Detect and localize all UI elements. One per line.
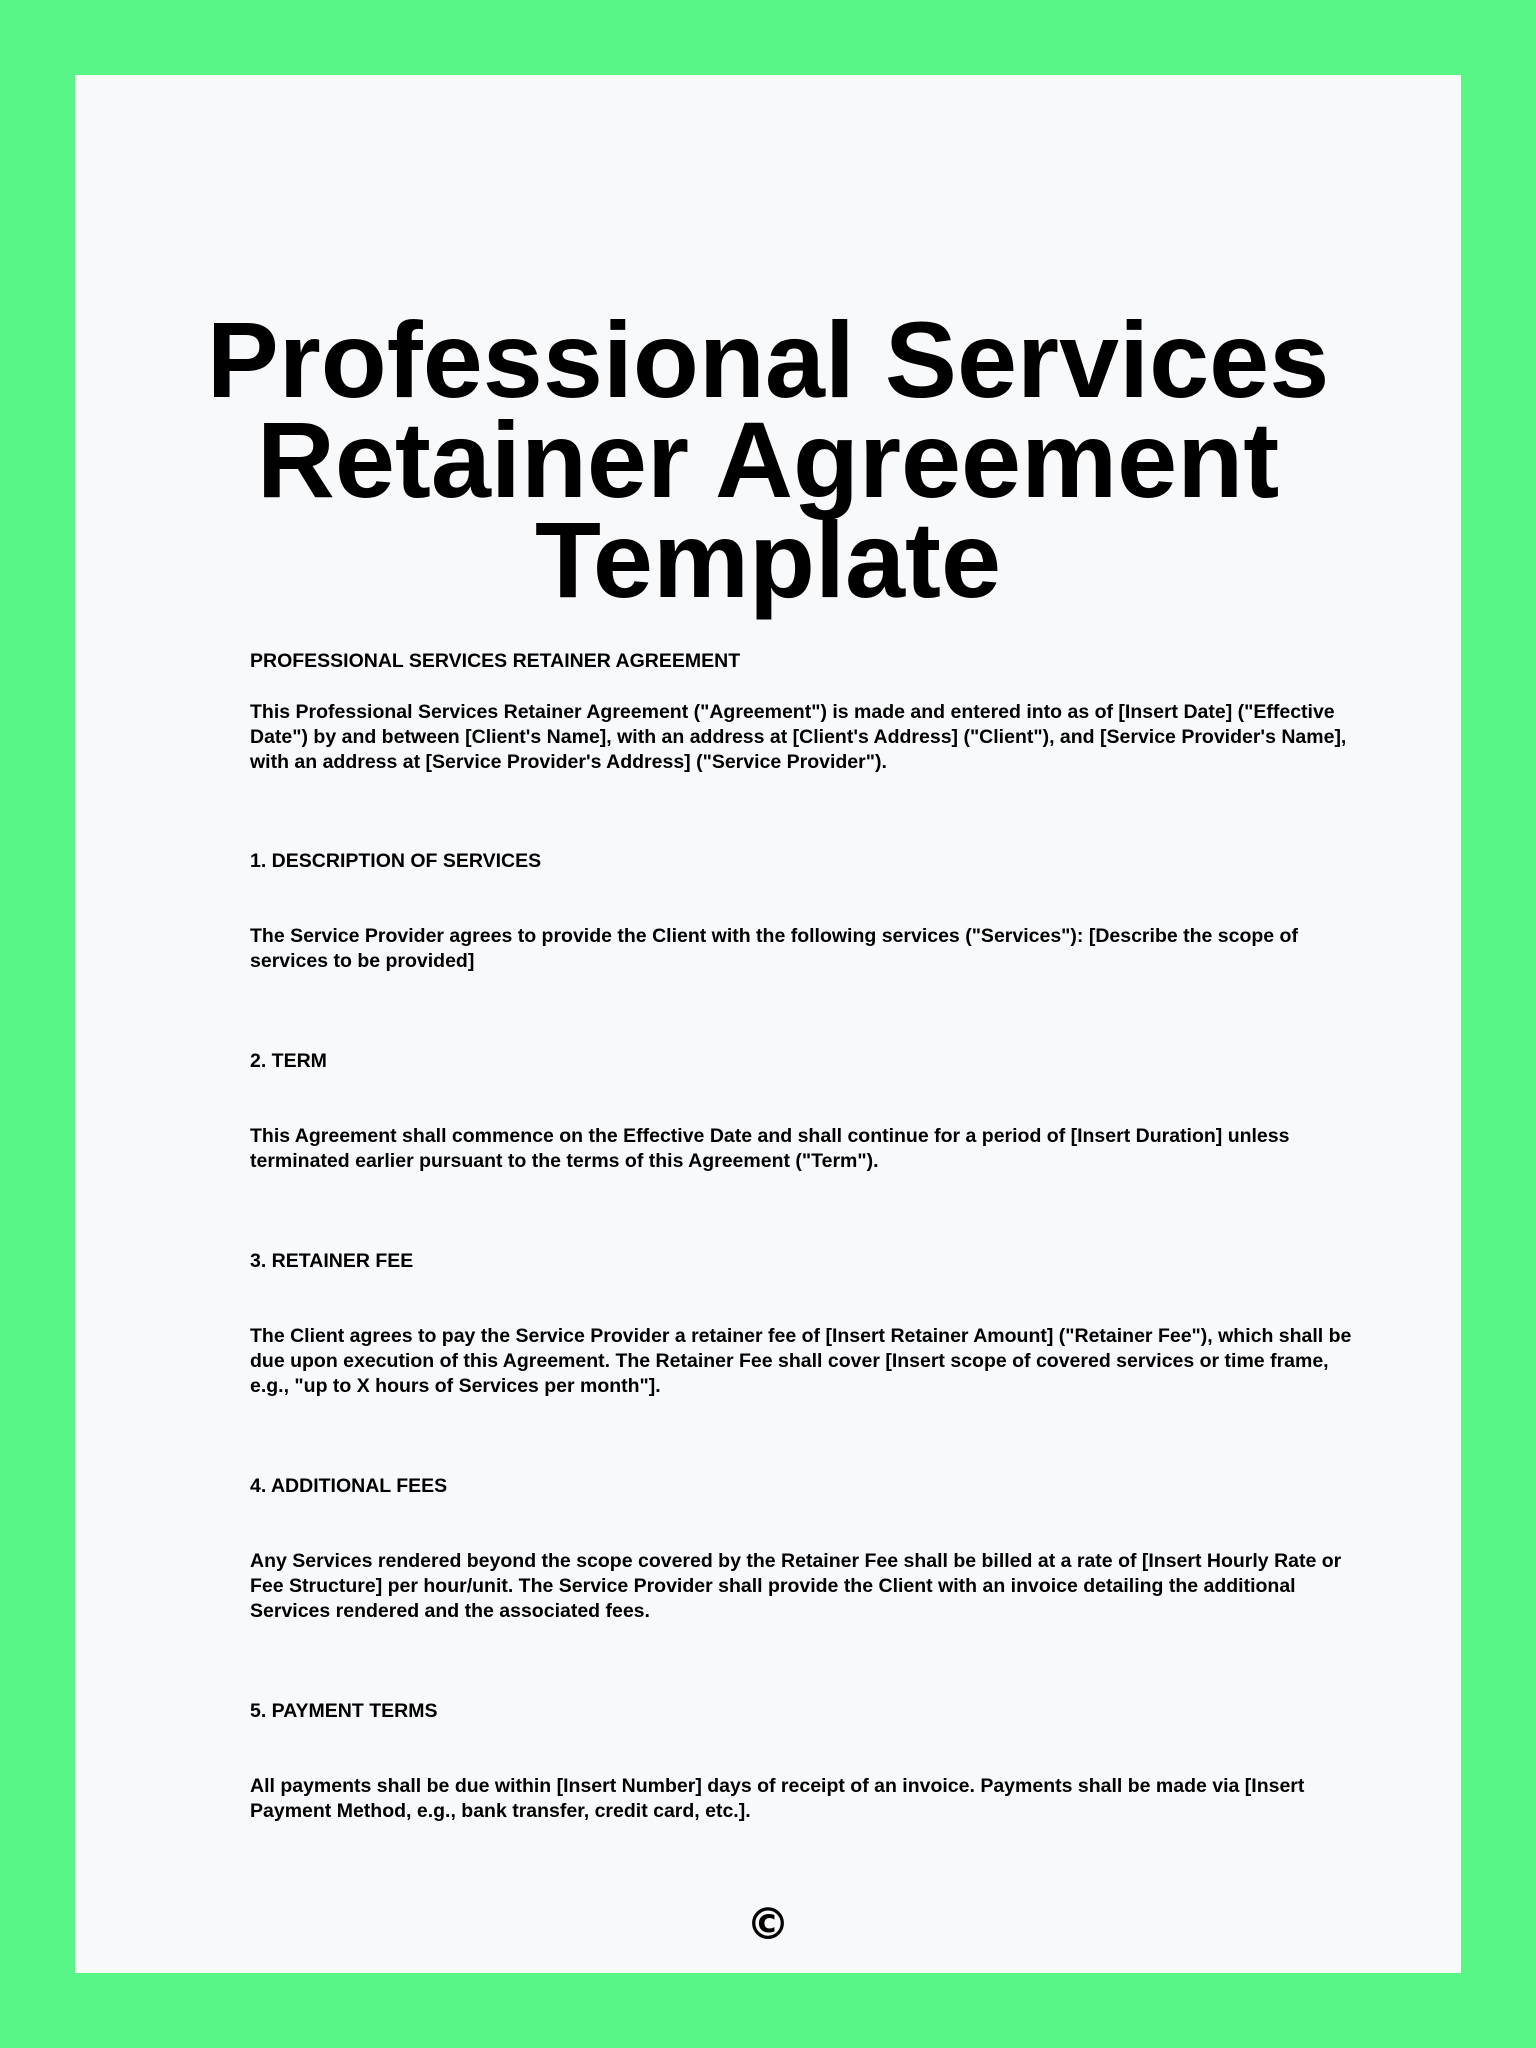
section-text: This Agreement shall commence on the Effective Date and shall continue for a period of [Insert Duration] unless terminated earlier pursuant to the terms of this Agreement ("Term").: [250, 1125, 1290, 1172]
copyright-icon: ©: [746, 1899, 790, 1950]
section-heading: 3. RETAINER FEE: [250, 1250, 414, 1272]
section-text: The Service Provider agrees to provide the Client with the following services ("Services"): [Describe the scope of services to be provided]: [250, 925, 1298, 972]
section-text: All payments shall be due within [Insert Number] days of receipt of an invoice. Payments shall be made via [Insert Payment Method, e.g., bank transfer, credit card, etc.].: [250, 1775, 1305, 1822]
section-text: Any Services rendered beyond the scope covered by the Retainer Fee shall be billed at a rate of [Insert Hourly Rate or Fee Structure] per hour/unit. The Service Provider shall provide the Client with an invoice detailing the additional Services rendered and the associated fees.: [250, 1550, 1342, 1622]
intro-paragraph: This Professional Services Retainer Agreement ("Agreement") is made and entered into as of [Insert Date] ("Effective Date") by and between [Client's Name], with an address at [Client's Address] ("Client"), and [Service Provider's Name], with an address at [Service Provider's Address] ("Service Provider").: [250, 701, 1347, 773]
document-title: [75, 299, 1461, 620]
section-heading: 1. DESCRIPTION OF SERVICES: [250, 850, 542, 872]
section-heading: 4. ADDITIONAL FEES: [250, 1475, 448, 1497]
section-heading: 5. PAYMENT TERMS: [250, 1700, 438, 1722]
agreement-heading: PROFESSIONAL SERVICES RETAINER AGREEMENT: [250, 650, 741, 672]
title-line: Retainer Agreement: [256, 399, 1280, 520]
title-line: Template: [534, 499, 1002, 620]
title-line: Professional Services: [206, 299, 1330, 420]
section-heading: 2. TERM: [250, 1050, 327, 1072]
section-text: The Client agrees to pay the Service Provider a retainer fee of [Insert Retainer Amount] ("Retainer Fee"), which shall be due upon execution of this Agreement. The Retainer Fee shall cover [Insert scope of covered services or time frame, e.g., "up to X hours of Services per month"].: [250, 1325, 1352, 1397]
document-page: [75, 75, 1461, 1973]
